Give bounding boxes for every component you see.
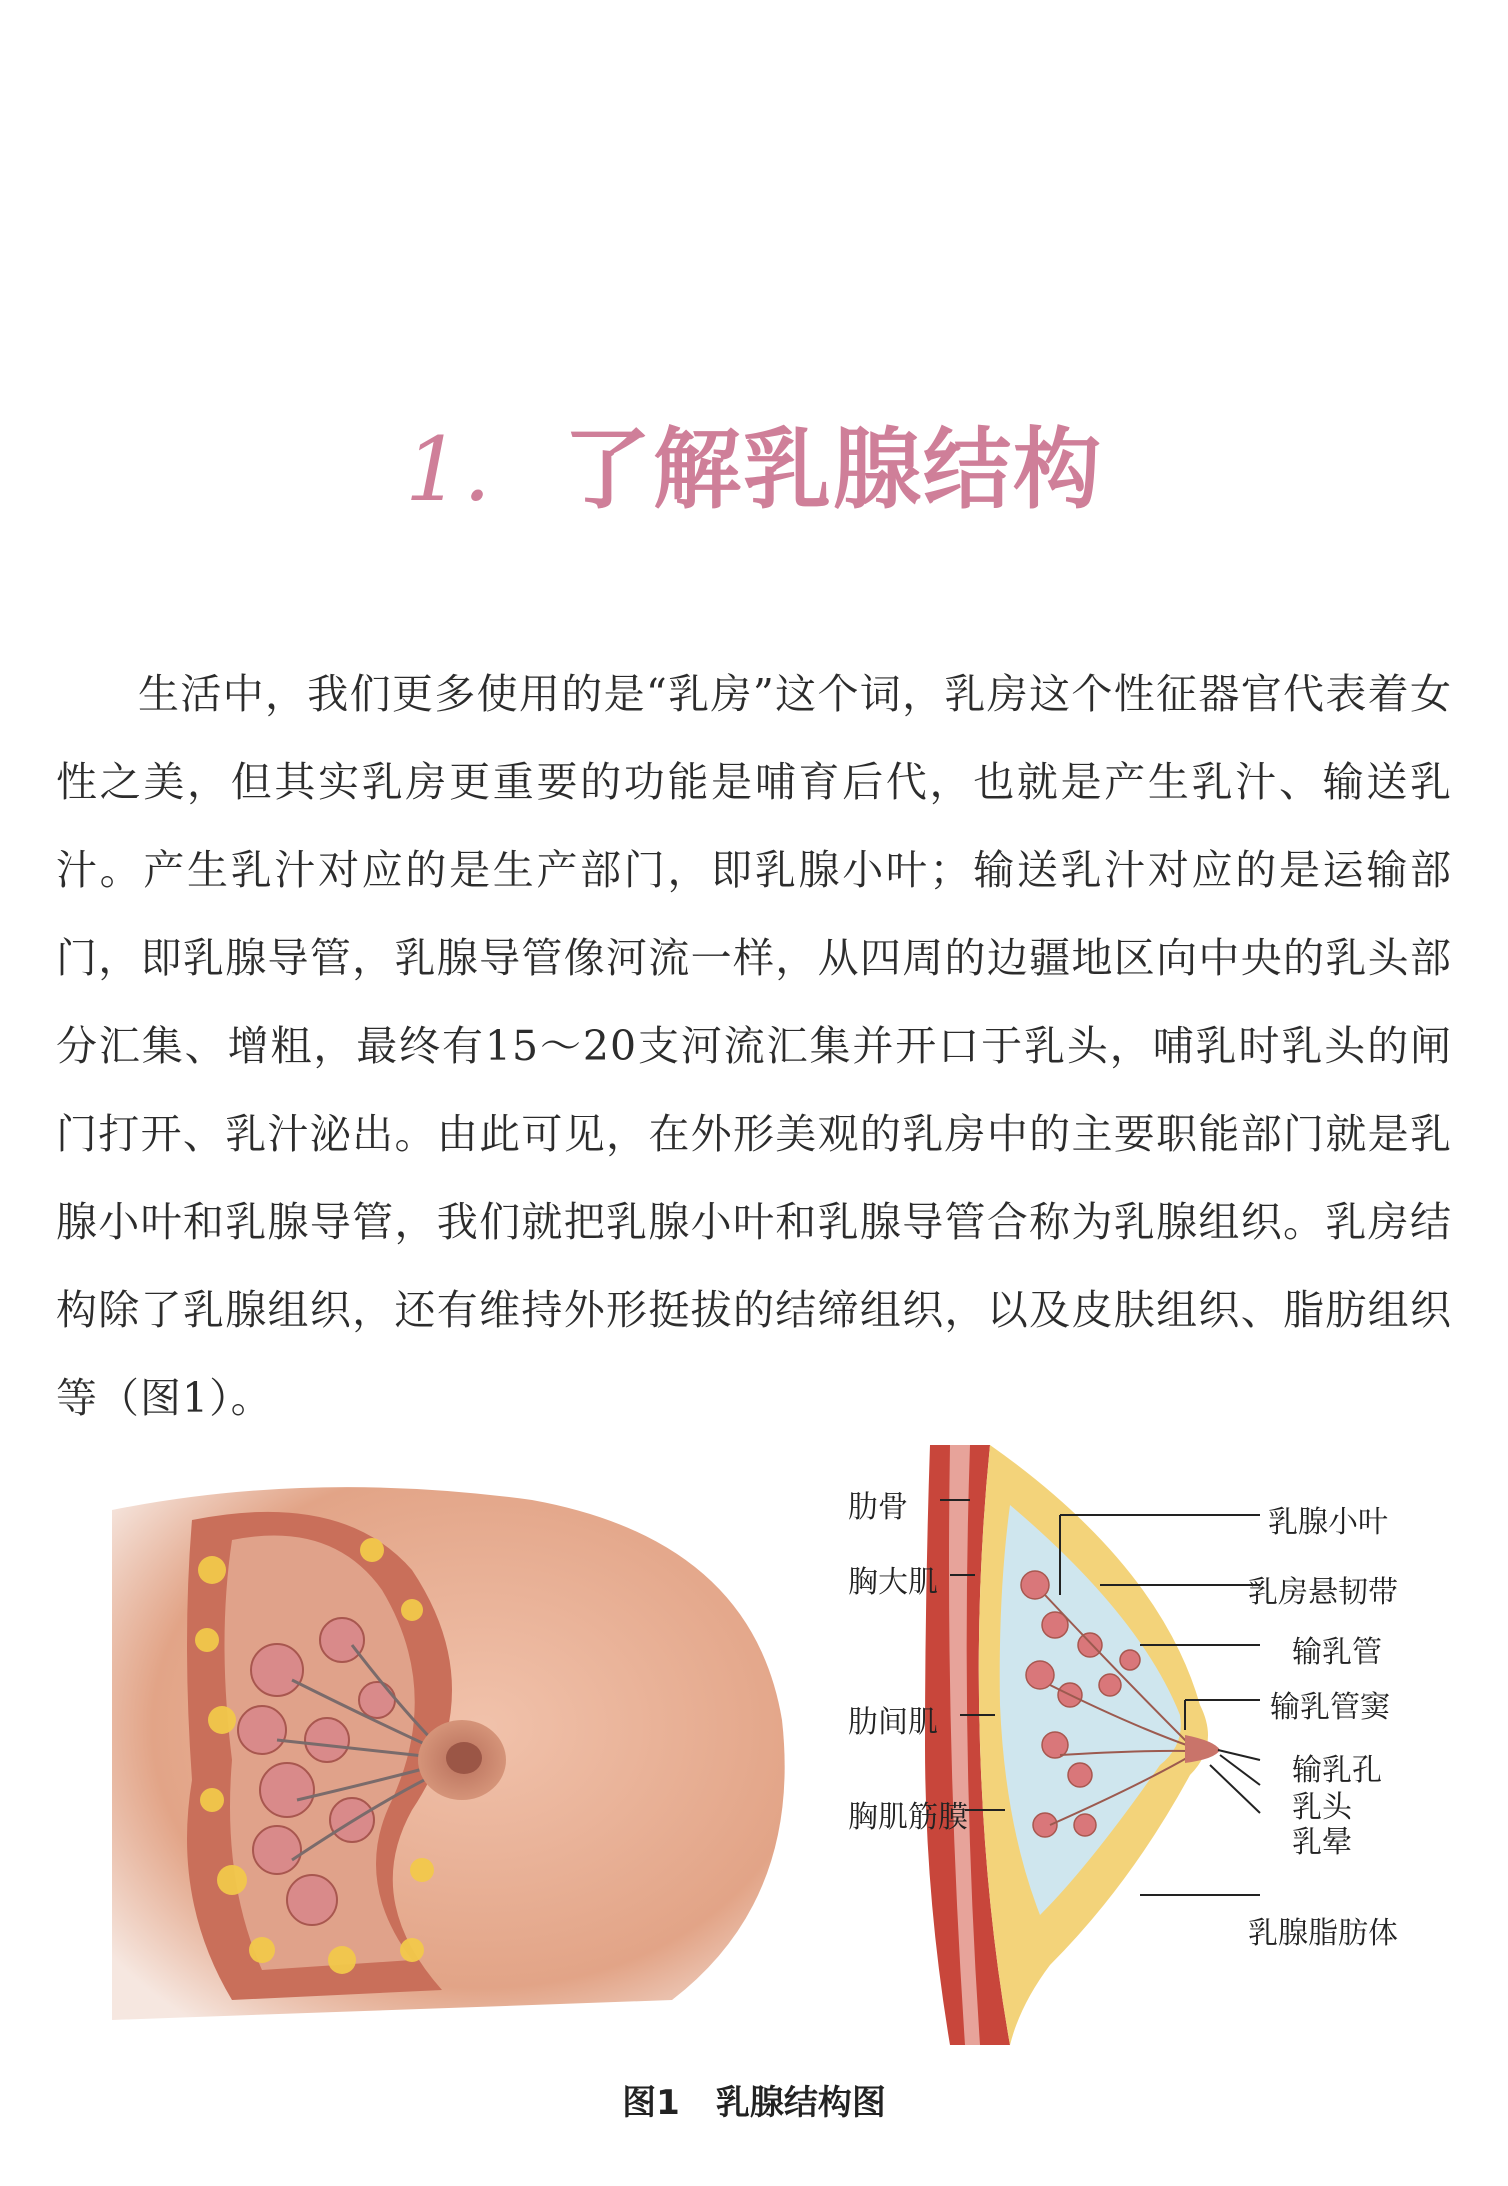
section-heading [0, 400, 1508, 526]
label-areola: 乳晕 [1292, 1825, 1352, 1860]
body-paragraph: 生活中，我们更多使用的是“乳房”这个词，乳房这个性征器官代表着女性之美，但其实乳房更重要的功能是哺育后代，也就是产生乳汁、输送乳汁。产生乳汁对应的是生产部门，即乳腺小叶；输送乳汁对应的是运输部门，即乳腺导管，乳腺导管像河流一样，从四周的边疆地区向中央的乳头部分汇集、增粗，最终有15～20支河流汇集并开口于乳头，哺乳时乳头的闸门打开、乳汁泌出。由此可见，在外形美观的乳房中的主要职能部门就是乳腺小叶和乳腺导管，我们就把乳腺小叶和乳腺导管合称为乳腺组织。乳房结构除了乳腺组织，还有维持外形挺拔的结缔组织，以及皮肤组织、脂肪组织等（图1）。 [56, 670, 1452, 1422]
caption-number: 图1 [622, 2083, 680, 2123]
heading-text: 了解乳腺结构 [562, 418, 1103, 521]
label-duct-opening: 输乳孔 [1292, 1753, 1382, 1788]
label-nipple: 乳头 [1292, 1790, 1352, 1825]
body-paragraph-block [56, 650, 1452, 1442]
label-lactiferous-duct: 输乳管 [1292, 1635, 1382, 1670]
breast-dissection-illustration [112, 1480, 792, 2020]
label-intercostal-muscle: 肋间肌 [848, 1705, 938, 1740]
figure-caption [0, 2075, 1508, 2124]
label-lobule: 乳腺小叶 [1268, 1505, 1388, 1540]
label-fat-body: 乳腺脂肪体 [1248, 1916, 1398, 1951]
label-pectoralis-major: 胸大肌 [848, 1565, 938, 1600]
heading-number: 1. [405, 418, 493, 521]
label-suspensory-ligament: 乳房悬韧带 [1248, 1575, 1398, 1610]
caption-text: 乳腺结构图 [715, 2083, 886, 2123]
label-rib: 肋骨 [848, 1490, 908, 1525]
label-lactiferous-sinus: 输乳管窦 [1270, 1690, 1390, 1725]
label-pectoral-fascia: 胸肌筋膜 [848, 1800, 968, 1835]
